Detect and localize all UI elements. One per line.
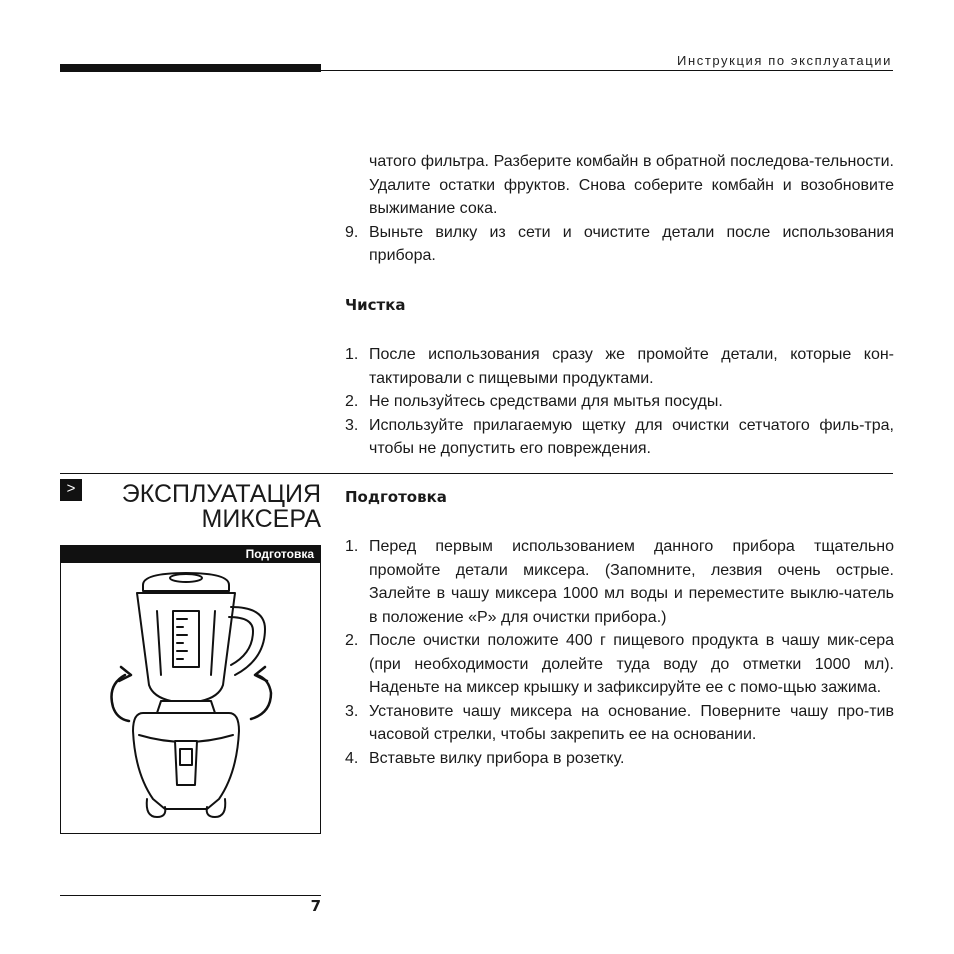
list-item (345, 535, 894, 629)
cleaning-heading: Чистка (345, 296, 406, 314)
item-text: Используйте прилагаемую щетку для очистки сетчатого филь-тра, чтобы не допустить его повреждения. (369, 416, 894, 457)
item-text: Не пользуйтесь средствами для мытья посуды. (369, 393, 723, 410)
list-item (345, 414, 894, 461)
list-item (345, 343, 894, 390)
blender-illustration (61, 563, 320, 833)
footer-rule (60, 895, 321, 896)
figure-panel (60, 545, 321, 834)
item-number: 1. (345, 538, 359, 555)
continuation-list (345, 221, 894, 268)
section-title (100, 482, 321, 532)
section-title-line2: МИКСЕРА (201, 505, 321, 533)
header-rule (321, 70, 893, 71)
item-text: Вставьте вилку прибора в розетку. (369, 749, 625, 767)
item-text: Установите чашу миксера на основание. Поверните чашу про-тив часовой стрелки, чтобы закрепить ее на основании. (369, 702, 894, 743)
cleaning-list (345, 343, 894, 461)
item-number: 4. (345, 749, 359, 767)
header-bar (60, 64, 321, 72)
preparation-heading: Подготовка (345, 488, 447, 506)
item-text: Перед первым использованием данного прибора тщательно промойте детали миксера. (Запомните, лезвия очень острые. Залейте в чашу миксера 1000 мл воды и переместите выклю-чатель в положение «P» для очистки прибора.) (369, 538, 894, 626)
running-header: Инструкция по эксплуатации (677, 53, 892, 68)
item-text: После использования сразу же промойте детали, которые кон-тактировали с пищевыми продуктами. (369, 346, 894, 387)
item-number: 9. (345, 223, 359, 241)
list-item (345, 221, 894, 268)
item-text: После очистки положите 400 г пищевого продукта в чашу мик-сера (при необходимости долейте туда воду до отметки 1000 мл). Наденьте на миксер крышку и зафиксируйте ее с помо-щью зажима. (369, 632, 894, 696)
item-number: 1. (345, 346, 359, 363)
item-number: 3. (345, 702, 359, 720)
list-item (345, 629, 894, 700)
preparation-list (345, 535, 894, 770)
list-item (345, 700, 894, 747)
preparation-section (345, 486, 894, 510)
continuation-text: чатого фильтра. Разберите комбайн в обратной последова-тельности. Удалите остатки фруктов. Снова соберите комбайн и возобновите выжимание сока. (369, 153, 894, 217)
item-text: Выньте вилку из сети и очистите детали после использования прибора. (369, 223, 894, 264)
figure-label: Подготовка (61, 546, 320, 563)
item-number: 2. (345, 632, 359, 649)
cleaning-list-block (345, 343, 894, 461)
preparation-list-block (345, 535, 894, 770)
section-marker-icon: > (60, 479, 82, 501)
list-item (345, 390, 894, 414)
section-rule (60, 473, 893, 474)
item-number: 2. (345, 393, 359, 410)
item-number: 3. (345, 416, 359, 434)
continuation-block (345, 150, 894, 268)
cleaning-section (345, 294, 894, 318)
list-item (345, 747, 894, 771)
section-title-line1: ЭКСПЛУАТАЦИЯ (121, 480, 321, 508)
page-number: 7 (310, 897, 321, 915)
